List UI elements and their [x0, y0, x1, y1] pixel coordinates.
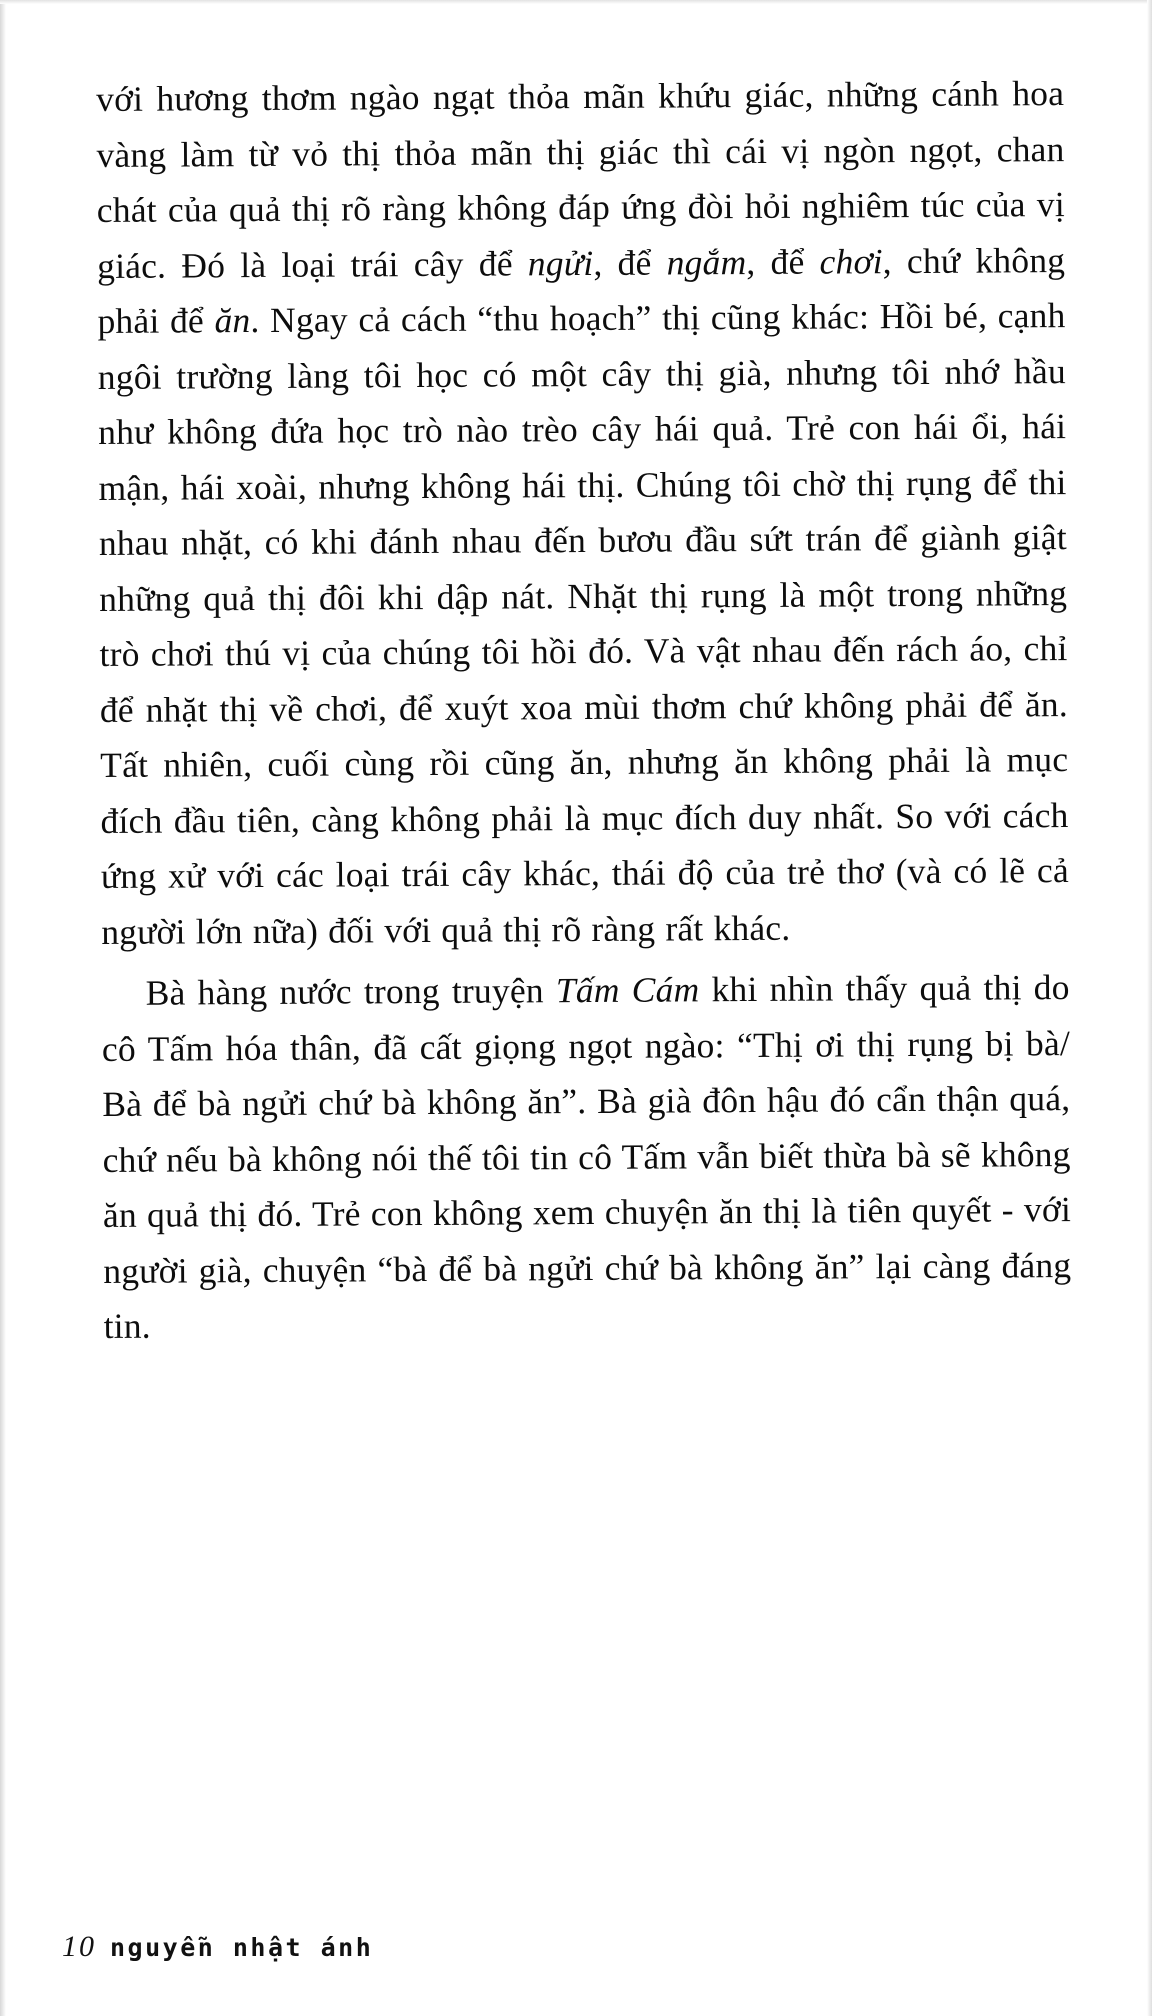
paragraph-1-segment-3: , để — [746, 241, 820, 282]
paragraph-2-italic-title: Tấm Cám — [555, 969, 700, 1011]
page-number: 10 — [62, 1930, 96, 1963]
page-edge-top — [0, 0, 1152, 4]
page-edge-left — [0, 0, 6, 2016]
paragraph-2-segment-1: Bà hàng nước trong truyện — [145, 970, 557, 1013]
page-text-block — [96, 66, 1072, 1354]
paragraph-2 — [101, 960, 1071, 1354]
paragraph-1 — [96, 66, 1069, 960]
paragraph-1-italic-4: ăn — [214, 300, 251, 341]
paragraph-1-italic-2: ngắm — [666, 241, 747, 283]
paragraph-1-segment-4: , chứ không phải để — [97, 239, 1066, 341]
paragraph-1-italic-3: chơi — [819, 240, 883, 282]
paragraph-2-segment-2: khi nhìn thấy quả thị do cô Tấm hóa thân, đã cất giọng ngọt ngào: “Thị ơi thị rụng bị bà/ Bà để bà ngửi chứ bà không ăn”. Bà già đôn hậu đó cẩn thận quá, chứ nếu bà không nói thế tôi tin cô Tấm vẫn biết thừa bà sẽ không ăn quả thị đó. Trẻ con không xem chuyện ăn thị là tiên quyết - với người già, chuyện “bà để bà ngửi chứ bà không ăn” lại càng đáng tin. — [101, 967, 1072, 1346]
paragraph-1-segment-5: . Ngay cả cách “thu hoạch” thị cũng khác: Hồi bé, cạnh ngôi trường làng tôi học có một cây thị già, nhưng tôi nhớ hầu như không đứa học trò nào trèo cây hái quả. Trẻ con hái ổi, hái mận, hái xoài, nhưng không hái thị. Chúng tôi chờ thị rụng để thi nhau nhặt, có khi đánh nhau đến bươu đầu sứt trán để giành giật những quả thị đôi khi dập nát. Nhặt thị rụng là một trong những trò chơi thú vị của chúng tôi hồi đó. Và vật nhau đến rách áo, chỉ để nhặt thị về chơi, để xuýt xoa mùi thơm chứ không phải để ăn. Tất nhiên, cuối cùng rồi cũng ăn, nhưng ăn không phải là mục đích đầu tiên, càng không phải là mục đích duy nhất. So với cách ứng xử với các loại trái cây khác, thái độ của trẻ thơ (và có lẽ cả người lớn nữa) đối với quả thị rõ ràng rất khác. — [97, 295, 1070, 952]
paragraph-1-italic-1: ngửi — [527, 242, 594, 283]
page-edge-right — [1147, 0, 1152, 2016]
paragraph-1-segment-2: , để — [593, 242, 667, 283]
paragraph-1-segment-1: với hương thơm ngào ngạt thỏa mãn khứu giác, những cánh hoa vàng làm từ vỏ thị thỏa mãn thị giác thì cái vị ngòn ngọt, chan chát của quả thị rõ ràng không đáp ứng đòi hỏi nghiêm túc của vị giác. Đó là loại trái cây để — [96, 73, 1065, 286]
running-author-name: nguyễn nhật ánh — [110, 1933, 374, 1962]
page-footer — [62, 1930, 762, 1964]
